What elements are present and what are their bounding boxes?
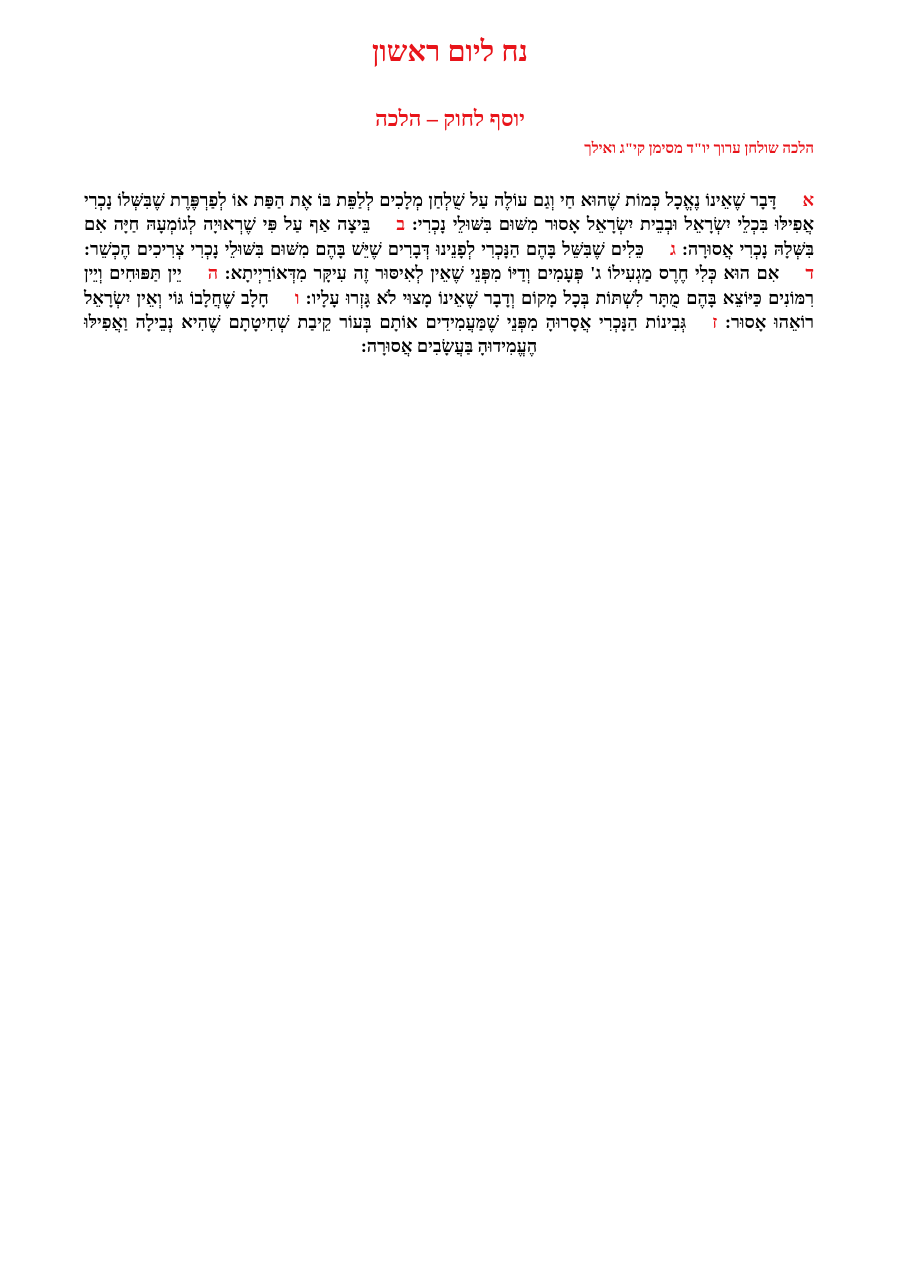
seif-letter: ד: [805, 263, 815, 284]
seif-letter: ג: [669, 238, 676, 259]
page-subtitle: יוסף לחוק – הלכה: [375, 106, 525, 131]
seif-7: [84, 312, 717, 356]
seif-letter: ב: [396, 214, 405, 235]
seif-4: [225, 263, 814, 283]
seif-text: כֵּלִים שֶׁבִּשֵּׁל בָּהֶם הַנָּכְרִי לְפָנֵינוּ דְּבָרִים שֶׁיֵּשׁ בָּהֶם מִשּׁוּם בִּשּׁוּלֵי נָכְרִי צְרִיכִים הֶכְשֵׁר:: [84, 238, 644, 259]
seif-letter: ו: [294, 287, 300, 308]
seif-letter: א: [802, 190, 814, 210]
seif-3: [84, 239, 676, 259]
seif-text: אִם הוּא כְּלִי חֶרֶס מַגְעִילוֹ ג' פְּעָמִים וְדַיּוֹ מִפְּנֵי שֶׁאֵין לְאִיסּוּר זֶה עִיקָּר מִדְּאוֹרַיְיתָא:: [224, 263, 780, 284]
seif-text: חָלָב שֶׁחֲלָבוֹ גּוֹי וְאֵין יִשְׂרָאֵל רוֹאֵהוּ אָסוּר:: [84, 287, 815, 333]
seif-text: גְּבִינוֹת הַנָּכְרִי אֲסָרוּהָ מִפְּנֵי שֶׁמַּעֲמִידִים אוֹתָם בְּעוֹר קֵיבַת שְׁחִיטָתָם שֶׁהִיא נְבֵילָה וַאֲפִילּוּ הֶעֱמִידוּהָ בַּעֲשָׂבִים אֲסוּרָה:: [84, 312, 687, 357]
seif-letter: ה: [207, 263, 219, 284]
seif-letter: ז: [712, 312, 718, 333]
seif-text: יֵין תַּפּוּחִים וְיֵין רִמּוֹנִים כַּיּוֹצֵא בָּהֶם מֻתָּר לִשְׁתּוֹת בְּכָל מָקוֹם וְדָבָר שֶׁאֵינוֹ מָצוּי לֹא גָּזְרוּ עָלָיו:: [84, 263, 814, 308]
seif-text: בֵּיצָה אַף עַל פִּי שֶׁרְאוּיָה לְגוֹמְעָהּ חַיָּה אִם בִּשְּׁלָהּ נָכְרִי אֲסוּרָה:: [84, 214, 815, 259]
page-title: נח ליום ראשון: [372, 36, 528, 68]
halacha-paragraph: [84, 188, 814, 359]
source-reference: הלכה שולחן ערוך יו"ד מסימן קי"ג ואילך: [584, 141, 814, 157]
seif-text: דָּבָר שֶׁאֵינוֹ נֶאֱכָל כְּמוֹת שֶׁהוּא חַי וְגַם עוֹלֶה עַל שֻׁלְחַן מְלָכִים לְלַפֵּת בּוֹ אֶת הַפַּת אוֹ לְפַרְפֶּרֶת שֶׁבִּשְּׁלוֹ נָכְרִי אֲפִילּוּ בִּכְלֵי יִשְׂרָאֵל וּבְבֵית יִשְׂרָאֵל אָסוּר מִשּׁוּם בִּשּׁוּלֵי נָכְרִי:: [84, 190, 815, 235]
